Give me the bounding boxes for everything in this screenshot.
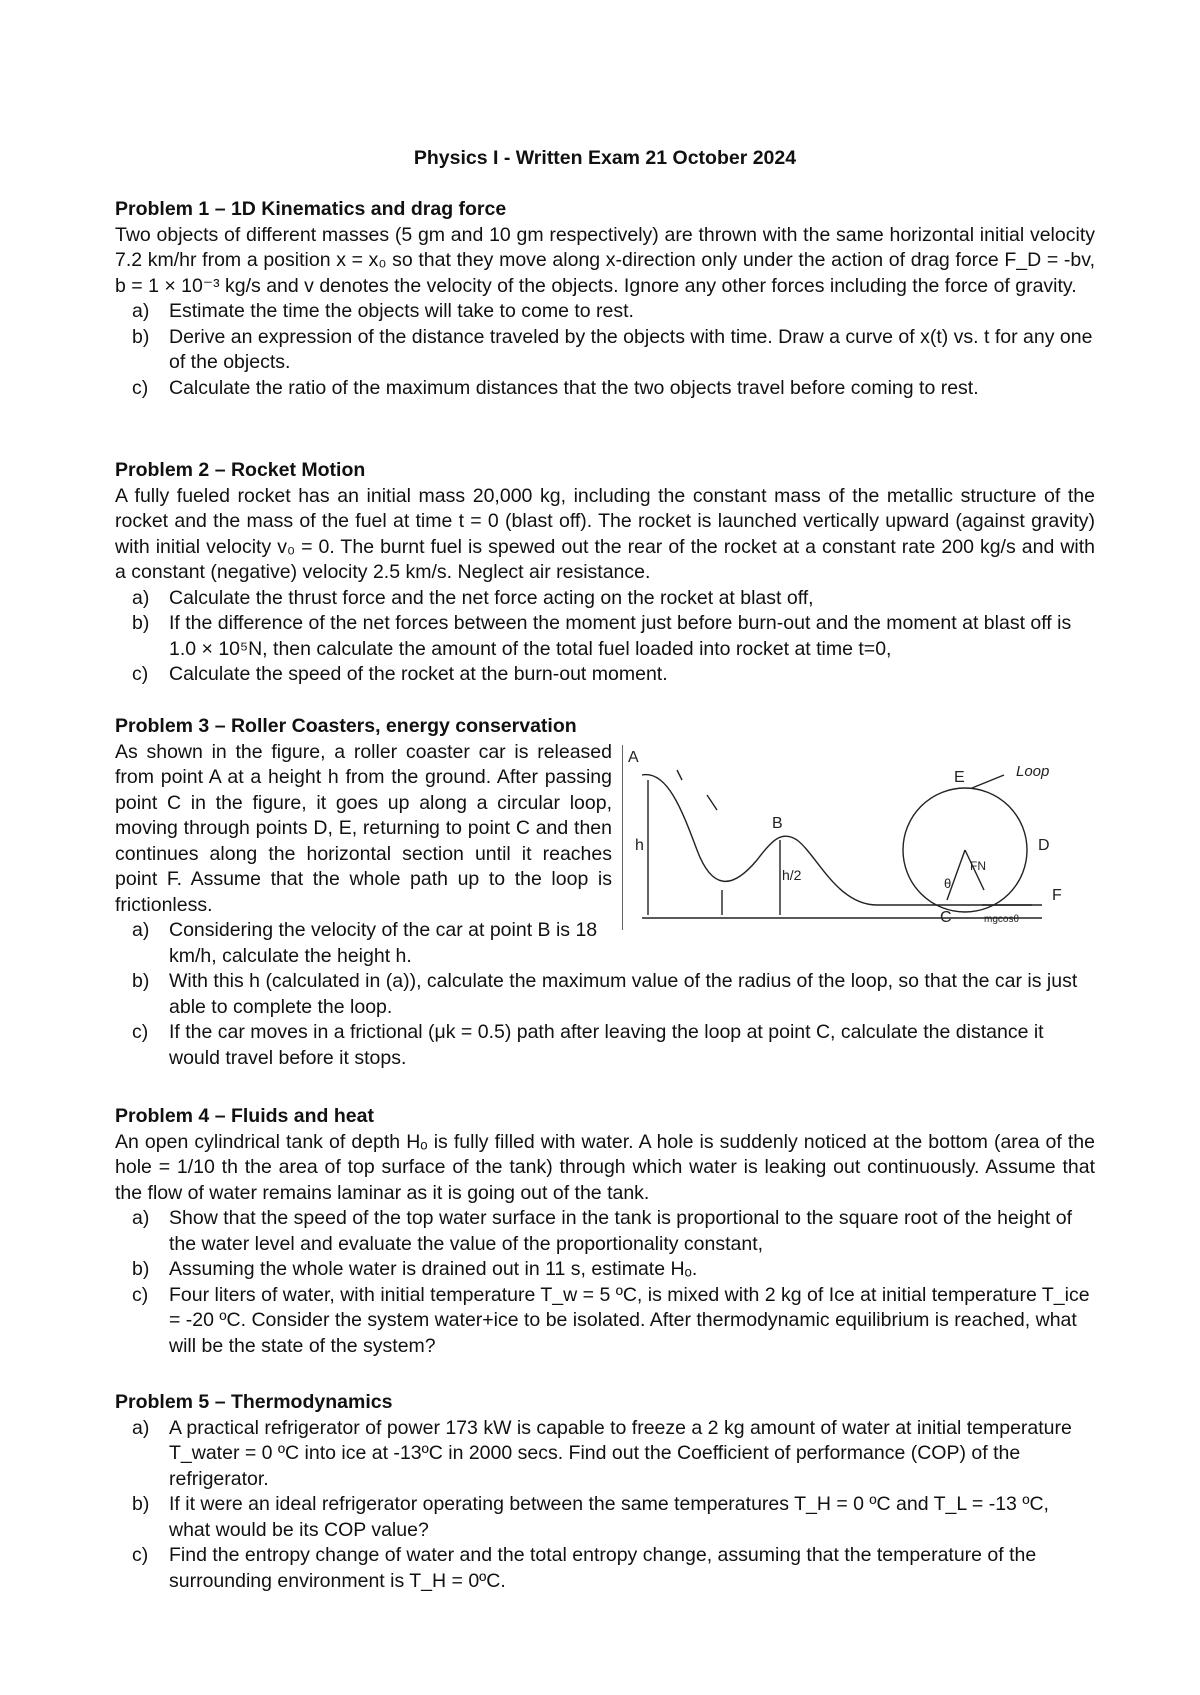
car-mark <box>677 770 682 780</box>
problem-intro: Two objects of different masses (5 gm and 10 gm respectively) are thrown with the same horizontal initial velocity 7.2 km/hr from a position x = x₀ so that they move along x-direction only under the action of drag force F_D = -bv, b = 1 × 10⁻³ kg/s and v denotes the velocity of the objects. Ignore any other forces including the force of gravity. <box>115 223 1095 297</box>
question-text: With this h (calculated in (a)), calculate the maximum value of the radius of the loop, so that the car is just able to complete the loop. <box>169 970 1078 1018</box>
question-label: c) <box>132 376 149 399</box>
question-item <box>115 586 1095 612</box>
problem-title: Problem 5 – Thermodynamics <box>115 1391 393 1413</box>
radius-line <box>947 850 965 900</box>
question-text: Considering the velocity of the car at point B is 18 km/h, calculate the height h. <box>169 919 598 967</box>
question-item <box>115 376 1095 402</box>
problem-title: Problem 3 – Roller Coasters, energy conservation <box>115 715 577 737</box>
question-item <box>115 1206 1095 1257</box>
question-label: a) <box>132 586 150 609</box>
question-item <box>115 1492 1095 1543</box>
question-text: Calculate the ratio of the maximum distances that the two objects travel before coming to rest. <box>169 376 979 399</box>
problem-4 <box>115 1104 1095 1359</box>
question-list <box>115 586 1095 688</box>
question-item <box>115 918 612 969</box>
question-label: c) <box>132 1283 149 1306</box>
track-path <box>642 774 902 904</box>
problem-title: Problem 2 – Rocket Motion <box>115 459 366 481</box>
problem-3 <box>115 714 1095 1071</box>
label-c: C <box>940 908 952 926</box>
question-label: c) <box>132 663 149 685</box>
label-f: F <box>1052 886 1062 904</box>
question-list <box>115 1206 1095 1359</box>
problem-2 <box>115 458 1095 688</box>
problem-intro: As shown in the figure, a roller coaster car is released from point A at a height h from the ground. After passing point C in the figure, it goes up along a circular loop, moving through points D, E, returning to point C and then continues along the horizontal section until it reaches point F. Assume that the whole path up to the loop is frictionless. <box>115 740 612 916</box>
problem-intro: An open cylindrical tank of depth Hₒ is fully filled with water. A hole is suddenly noticed at the bottom (area of the hole = 1/10 th the area of top surface of the tank) through which water is leaking out continuously. Assume that the flow of water remains laminar as it is going out of the tank. <box>115 1130 1095 1204</box>
question-list <box>115 1416 1095 1595</box>
page-title: Physics I - Written Exam 21 October 2024 <box>413 147 797 169</box>
question-text: If the car moves in a frictional (μk = 0.5) path after leaving the loop at point C, calculate the distance it would travel before it stops. <box>169 1021 1044 1069</box>
problem-5 <box>115 1390 1095 1594</box>
label-e: E <box>954 768 965 786</box>
question-item <box>115 662 1095 688</box>
question-text: If it were an ideal refrigerator operating between the same temperatures T_H = 0 ºC and T_L = -13 ºC, what would be its COP value? <box>169 1493 1049 1541</box>
question-text: Calculate the speed of the rocket at the burn-out moment. <box>169 663 668 685</box>
label-normal-force: FN <box>970 858 986 873</box>
question-list <box>115 299 1095 401</box>
question-label: c) <box>132 1021 149 1043</box>
question-item <box>115 325 1095 376</box>
question-text: Four liters of water, with initial temperature T_w = 5 ºC, is mixed with 2 kg of Ice at initial temperature T_ice = -20 ºC. Consider the system water+ice to be isolated. After thermodynamic equilibrium is reached, what will be the state of the system? <box>169 1283 1090 1357</box>
question-item <box>115 1020 1095 1071</box>
question-item <box>115 969 1095 1020</box>
problem-intro: A fully fueled rocket has an initial mass 20,000 kg, including the constant mass of the metallic structure of the rocket and the mass of the fuel at time t = 0 (blast off). The rocket is launched vertically upward (against gravity) with initial velocity v₀ = 0. The burnt fuel is spewed out the rear of the rocket at a constant rate 200 kg/s and with a constant (negative) velocity 2.5 km/s. Neglect air resistance. <box>115 484 1095 583</box>
question-label: a) <box>132 300 150 322</box>
problem-1 <box>115 197 1095 401</box>
label-weight-component: mgcosθ <box>984 913 1020 925</box>
question-label: b) <box>132 1258 150 1280</box>
question-text: Assuming the whole water is drained out in 11 s, estimate Hₒ. <box>169 1258 698 1280</box>
label-loop: Loop <box>1016 762 1050 780</box>
question-text: Estimate the time the objects will take to come to rest. <box>169 300 634 322</box>
label-a: A <box>628 748 639 766</box>
label-theta: θ <box>944 875 952 891</box>
loop-pointer-arrow <box>972 775 1004 788</box>
motion-arrow <box>707 795 717 810</box>
question-text: Calculate the thrust force and the net force acting on the rocket at blast off, <box>169 586 814 609</box>
question-item <box>115 1257 1095 1283</box>
label-h-half: h/2 <box>782 866 802 883</box>
question-item <box>115 1543 1095 1594</box>
question-text: Show that the speed of the top water surface in the tank is proportional to the square root of the height of the water level and evaluate the value of the proportionality constant, <box>169 1207 1072 1255</box>
question-text: A practical refrigerator of power 173 kW is capable to freeze a 2 kg amount of water at initial temperature T_water = 0 ºC into ice at -13ºC in 2000 secs. Find out the Coefficient of performance (COP) of the refrigerator. <box>169 1416 1072 1490</box>
question-item <box>115 1416 1095 1493</box>
question-item <box>115 1283 1095 1360</box>
question-label: c) <box>132 1544 149 1566</box>
question-label: b) <box>132 1493 150 1515</box>
problem-title: Problem 4 – Fluids and heat <box>115 1105 374 1127</box>
roller-coaster-figure <box>622 740 1095 930</box>
question-label: b) <box>132 970 150 992</box>
question-text: If the difference of the net forces between the moment just before burn-out and the moment at blast off is 1.0 × 10⁵N, then calculate the amount of the total fuel loaded into rocket at time t=0, <box>169 612 1072 660</box>
question-text: Derive an expression of the distance traveled by the objects with time. Draw a curve of x(t) vs. t for any one of the objects. <box>169 325 1093 373</box>
question-label: b) <box>132 325 150 348</box>
question-item <box>115 299 1095 325</box>
label-b: B <box>772 814 783 832</box>
question-label: a) <box>132 1416 150 1439</box>
problem-title: Problem 1 – 1D Kinematics and drag force <box>115 198 507 220</box>
label-h: h <box>635 836 644 854</box>
label-d: D <box>1038 836 1050 854</box>
question-text: Find the entropy change of water and the total entropy change, assuming that the temperature of the surrounding environment is T_H = 0ºC. <box>169 1544 1037 1592</box>
question-label: a) <box>132 919 150 941</box>
question-label: a) <box>132 1207 150 1229</box>
question-list <box>115 918 1095 1071</box>
question-item <box>115 611 1095 662</box>
question-label: b) <box>132 612 150 634</box>
